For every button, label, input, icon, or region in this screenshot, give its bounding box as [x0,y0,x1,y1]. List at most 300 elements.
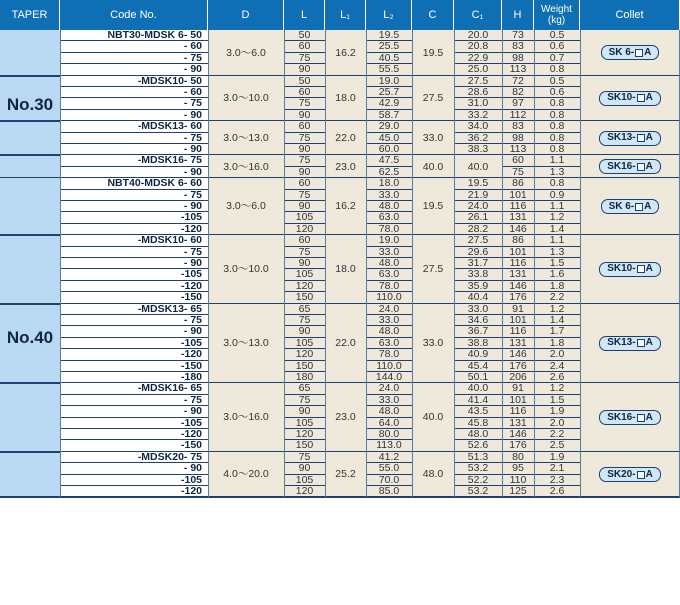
code-value: -MDSK16- 65 [137,383,202,395]
c1-cell [454,269,502,280]
code-cell [60,304,208,315]
weight-value: 1.8 [549,337,565,349]
column-divider [580,30,581,497]
code-value: - 75 [183,394,202,406]
h-value: 125 [509,486,527,497]
l-cell [284,406,325,417]
group-l1-value: 18.0 [335,263,356,276]
weight-value: 2.3 [549,474,565,486]
l2-cell [366,258,412,269]
taper-label: No.30 [6,94,54,114]
group-d-value: 3.0～6.0 [226,46,266,59]
code-cell [60,315,208,326]
l-value: 60 [298,178,311,190]
h-value: 113 [509,64,527,76]
weight-value: 0.8 [549,109,565,121]
l2-value: 19.0 [378,235,400,247]
weight-cell [534,338,580,349]
weight-value: 0.8 [549,144,565,155]
weight-value: 0.9 [549,189,565,201]
column-divider [284,30,285,497]
code-value: - 60 [183,41,202,53]
h-value: 146 [509,429,527,440]
code-value: -MDSK16- 75 [137,155,202,167]
l-cell [284,30,325,41]
group-c [412,304,454,384]
group-c [412,383,454,451]
l2-value: 41.2 [378,451,400,463]
c1-cell [454,247,502,258]
group-l1-value: 18.0 [335,92,356,105]
group-d [208,383,284,451]
l-value: 75 [298,132,311,144]
c1-value: 45.4 [467,360,489,372]
header-d-label: D [241,8,250,21]
collet-badge [601,199,660,214]
code-cell [60,361,208,372]
c1-value: 48.0 [467,429,489,440]
weight-value: 2.0 [549,417,565,429]
c1-cell [454,190,502,201]
c1-cell [454,53,502,64]
header-weight [534,0,580,30]
group-collet [580,30,680,76]
group-d [208,30,284,76]
code-value: -105 [180,269,202,281]
size-square-icon [637,265,645,273]
column-divider [208,30,209,497]
weight-value: 1.1 [549,155,565,167]
c1-value: 45.8 [467,417,489,429]
code-cell [60,53,208,64]
l2-value: 48.0 [378,326,400,338]
code-cell [60,463,208,474]
l2-value: 24.0 [378,303,400,315]
code-value: -105 [180,474,202,486]
header-code-label: Code No. [110,8,157,21]
l-value: 90 [298,64,311,76]
c1-value: 26.1 [467,212,489,224]
header-taper [0,0,60,30]
collet-prefix: SK13- [607,132,636,144]
group-l1 [325,383,366,451]
l-value: 50 [298,30,311,41]
l2-value: 85.0 [378,486,400,497]
group-l1-value: 23.0 [335,411,356,424]
c1-value: 29.6 [467,246,489,258]
c1-cell [454,326,502,337]
weight-cell [534,41,580,52]
c1-cell [454,429,502,440]
l-cell [284,178,325,189]
header-code [60,0,208,30]
l2-value: 29.0 [378,121,400,133]
h-value: 98 [512,132,524,144]
l-cell [284,201,325,212]
weight-value: 0.6 [549,87,565,98]
h-cell [502,452,534,463]
l-value: 75 [298,315,311,326]
h-cell [502,361,534,372]
l-cell [284,235,325,246]
l-value: 50 [298,75,311,87]
group-c [412,452,454,498]
l2-cell [366,418,412,429]
l-cell [284,53,325,64]
c1-cell [454,304,502,315]
code-value: -120 [180,349,202,361]
weight-value: 1.2 [549,383,565,395]
collet-badge [601,45,660,60]
l2-value: 33.0 [378,394,400,406]
l-cell [284,212,325,223]
weight-value: 2.2 [549,429,565,440]
header-d [208,0,284,30]
divider [0,496,680,498]
l2-value: 63.0 [378,269,400,281]
h-cell [502,258,534,269]
group-c [412,235,454,303]
group-collet [580,121,680,155]
collet-prefix: SK 6- [608,200,635,212]
weight-cell [534,178,580,189]
c1-cell [454,315,502,326]
c1-cell [454,281,502,292]
column-divider [454,30,455,497]
l2-value: 144.0 [375,372,403,383]
collet-badge [599,159,661,174]
c1-cell [454,235,502,246]
code-cell [60,338,208,349]
l2-cell [366,338,412,349]
l-cell [284,395,325,406]
group-d [208,155,284,178]
l2-cell [366,178,412,189]
weight-cell [534,326,580,337]
header-c1 [454,0,502,30]
l-value: 60 [298,87,311,98]
code-cell [60,429,208,440]
group-collet [580,383,680,451]
h-value: 110 [509,474,527,486]
code-value: -120 [180,223,202,235]
weight-value: 0.5 [549,30,565,41]
column-divider [534,30,535,497]
group-l1 [325,121,366,155]
code-value: -105 [180,212,202,224]
l2-cell [366,326,412,337]
c1-cell [454,98,502,109]
code-cell [60,475,208,486]
h-value: 131 [509,337,527,349]
l-cell [284,155,325,166]
h-cell [502,30,534,41]
weight-cell [534,87,580,98]
c1-value: 38.3 [467,144,489,155]
l2-cell [366,87,412,98]
c1-value: 52.6 [467,440,489,452]
weight-value: 1.9 [549,406,565,418]
h-value: 146 [509,223,527,235]
code-value: NBT30-MDSK 6- 50 [107,30,202,41]
weight-value: 0.7 [549,52,565,64]
l-value: 150 [295,292,314,304]
weight-value: 0.5 [549,75,565,87]
c1-value: 25.0 [467,64,489,76]
group-c1 [454,155,502,178]
h-value: 75 [512,166,524,178]
c1-value: 22.9 [467,52,489,64]
group-l1 [325,30,366,76]
l-cell [284,190,325,201]
collet-prefix: SK10- [607,92,636,104]
code-cell [60,133,208,144]
c1-cell [454,395,502,406]
weight-cell [534,463,580,474]
collet-prefix: SK10- [607,263,636,275]
collet-prefix: SK20- [607,468,636,480]
weight-value: 1.2 [549,303,565,315]
column-divider [325,30,326,497]
c1-cell [454,452,502,463]
l2-cell [366,247,412,258]
h-cell [502,190,534,201]
code-value: - 90 [183,201,202,212]
l2-cell [366,76,412,87]
c1-value: 33.8 [467,269,489,281]
h-cell [502,155,534,166]
l2-value: 58.7 [378,109,400,121]
weight-value: 2.4 [549,360,565,372]
c1-value: 40.0 [467,383,489,395]
c1-cell [454,178,502,189]
code-value: - 75 [183,52,202,64]
group-collet [580,235,680,303]
l-value: 120 [295,280,314,292]
group-l1-value: 23.0 [335,160,356,173]
h-value: 101 [509,394,527,406]
h-value: 131 [509,212,527,224]
group-c-value: 40.0 [422,411,444,424]
code-cell [60,383,208,394]
h-value: 101 [509,246,527,258]
l2-cell [366,155,412,166]
size-square-icon [637,414,645,422]
c1-cell [454,201,502,212]
group-d [208,452,284,498]
l2-cell [366,315,412,326]
weight-cell [534,155,580,166]
h-value: 91 [512,383,524,395]
group-l1 [325,452,366,498]
h-cell [502,463,534,474]
l2-value: 47.5 [378,155,400,167]
weight-value: 1.7 [549,326,565,338]
c1-cell [454,121,502,132]
h-value: 60 [512,155,524,167]
c1-value: 28.6 [467,87,489,98]
group-c [412,30,454,76]
group-l1-value: 22.0 [335,132,356,145]
l2-value: 25.7 [378,87,400,98]
weight-value: 2.5 [549,440,565,452]
h-value: 146 [509,349,527,361]
l-cell [284,87,325,98]
collet-badge [599,91,661,106]
l2-value: 78.0 [378,223,400,235]
weight-cell [534,418,580,429]
h-cell [502,121,534,132]
l-cell [284,133,325,144]
weight-value: 1.1 [549,201,565,212]
column-divider [366,30,367,497]
l2-value: 33.0 [378,189,400,201]
size-square-icon [637,339,645,347]
h-cell [502,349,534,360]
c1-value: 52.2 [467,474,489,486]
l2-value: 42.9 [378,98,400,110]
l-cell [284,258,325,269]
weight-cell [534,190,580,201]
h-cell [502,281,534,292]
header-h [502,0,534,30]
weight-value: 2.6 [549,486,565,497]
collet-suffix: A [645,132,653,144]
group-l1-value: 25.2 [335,468,356,481]
weight-value: 1.1 [549,235,565,247]
l2-value: 113.0 [376,440,402,452]
l2-cell [366,41,412,52]
l-value: 75 [298,155,311,167]
h-value: 131 [509,269,527,281]
l2-cell [366,201,412,212]
h-value: 83 [512,41,524,53]
weight-value: 1.3 [549,166,565,178]
weight-cell [534,133,580,144]
l-cell [284,429,325,440]
l2-cell [366,212,412,223]
l2-value: 18.0 [378,178,400,190]
header-l [284,0,325,30]
c1-cell [454,76,502,87]
group-d-value: 3.0～6.0 [226,200,266,213]
c1-value: 51.3 [467,451,489,463]
h-cell [502,269,534,280]
header-c [412,0,454,30]
l2-value: 55.5 [378,64,400,76]
l-value: 75 [298,52,311,64]
h-value: 73 [512,30,524,41]
collet-prefix: SK13- [607,337,636,349]
c1-cell [454,463,502,474]
weight-value: 1.3 [549,246,565,258]
l2-value: 55.0 [378,463,400,475]
code-cell [60,178,208,189]
code-value: -150 [180,360,202,372]
h-cell [502,475,534,486]
weight-value: 2.1 [549,463,565,475]
collet-suffix: A [645,411,653,423]
c1-value: 20.0 [467,30,489,41]
l-cell [284,41,325,52]
c1-value: 20.8 [467,41,489,53]
group-d-value: 4.0～20.0 [223,468,269,481]
collet-prefix: SK 6- [608,46,635,58]
l2-cell [366,281,412,292]
l-value: 105 [295,337,314,349]
l2-value: 33.0 [378,315,400,326]
collet-prefix: SK16- [607,411,636,423]
group-l1 [325,155,366,178]
h-cell [502,87,534,98]
l2-value: 48.0 [378,406,400,418]
l-cell [284,247,325,258]
group-c [412,76,454,122]
code-cell [60,190,208,201]
group-c [412,121,454,155]
code-cell [60,418,208,429]
group-c-value: 48.0 [422,468,444,481]
code-value: - 90 [183,144,202,155]
h-value: 95 [512,463,524,475]
h-value: 97 [512,98,524,110]
code-value: - 60 [183,87,202,98]
group-c-value: 19.5 [422,200,444,213]
collet-suffix: A [644,200,652,212]
l2-value: 110.0 [376,360,402,372]
header-l-label: L [300,8,308,21]
l-value: 90 [298,201,311,212]
l2-value: 48.0 [378,258,400,269]
weight-value: 0.8 [549,178,565,190]
code-cell [60,247,208,258]
weight-value: 1.4 [549,315,565,326]
l2-value: 110.0 [376,292,402,304]
weight-cell [534,235,580,246]
h-cell [502,212,534,223]
l2-cell [366,452,412,463]
l-cell [284,98,325,109]
l-cell [284,418,325,429]
h-cell [502,53,534,64]
l2-cell [366,269,412,280]
group-l1-value: 22.0 [335,337,356,350]
taper-cell [0,178,60,497]
header-taper-label: TAPER [11,8,48,21]
header-h-label: H [513,8,522,21]
c1-value: 41.4 [467,394,489,406]
l-value: 150 [295,440,314,452]
h-cell [502,76,534,87]
l-cell [284,304,325,315]
h-value: 91 [512,303,524,315]
collet-badge [599,467,661,482]
l-value: 90 [298,258,311,269]
group-l1-value: 16.2 [335,200,356,213]
c1-value: 36.2 [467,132,489,144]
header-collet-label: Collet [615,8,644,21]
l-value: 75 [298,246,311,258]
column-divider [60,30,61,497]
l2-value: 62.5 [378,166,400,178]
h-value: 206 [509,372,527,383]
header-l1-label: L₁ [340,8,350,21]
h-value: 98 [512,52,524,64]
weight-cell [534,315,580,326]
h-cell [502,395,534,406]
header-weight-unit: (kg) [547,15,566,26]
weight-value: 0.8 [549,121,565,133]
